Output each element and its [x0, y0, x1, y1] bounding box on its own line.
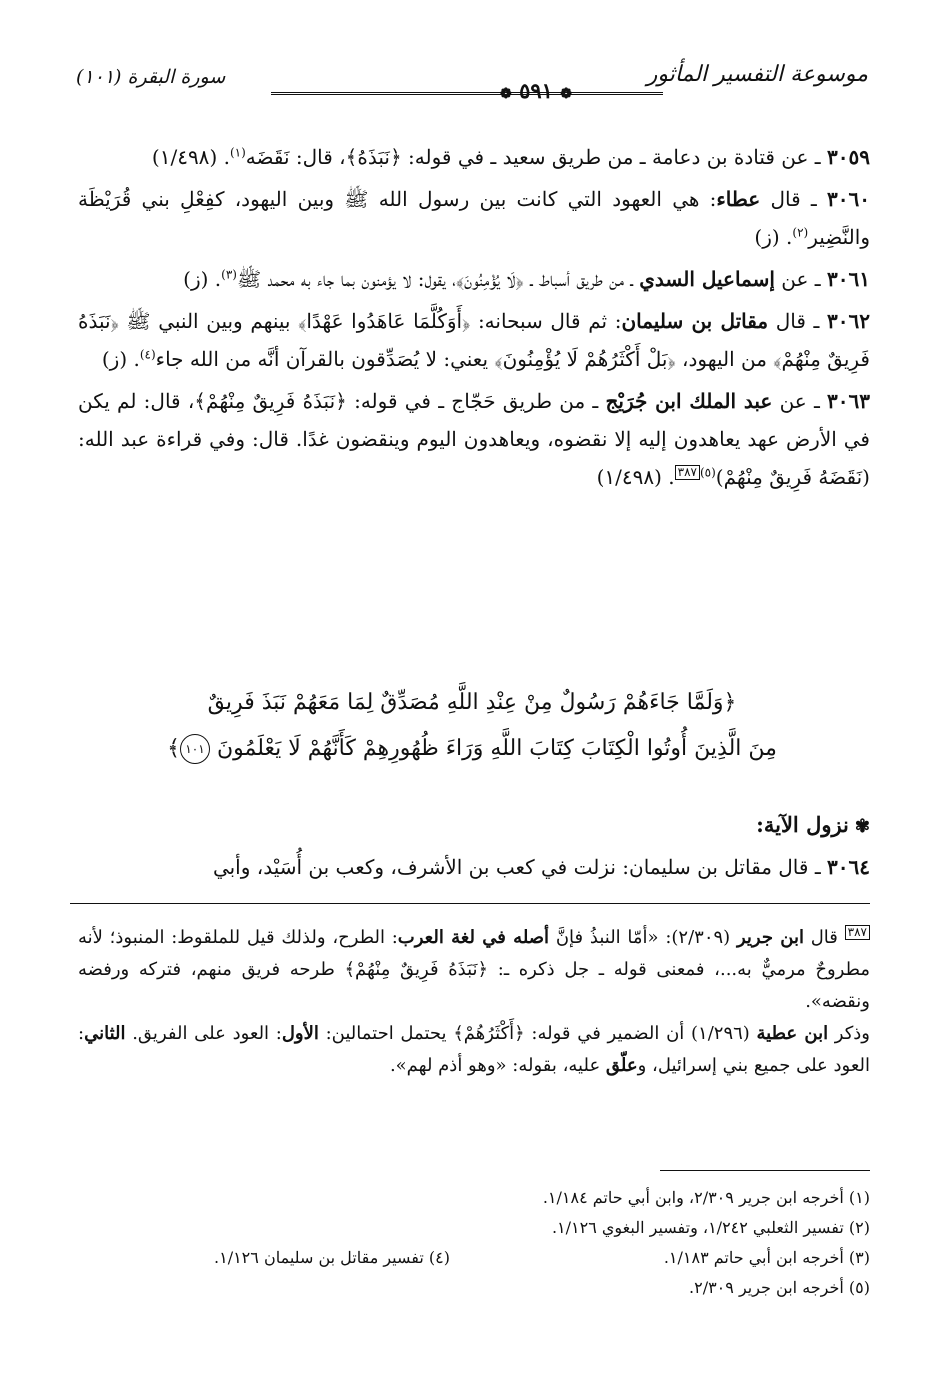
- commentary-text: وذكر: [828, 1023, 871, 1044]
- verse-line-1: ﴿وَلَمَّا جَاءَهُمْ رَسُولٌ مِنْ عِنْدِ اللَّهِ مُصَدِّقٌ لِمَا مَعَهُمْ نَبَذَ فَرِيقٌ: [207, 690, 737, 715]
- commentary-emphasis: علّق: [605, 1055, 638, 1076]
- flower-icon: ✾: [854, 816, 870, 837]
- narrator-name: عبد الملك ابن جُرَيْج: [605, 389, 773, 413]
- page-number: ٥٩١: [519, 78, 553, 103]
- footnote-row: [78, 1273, 870, 1303]
- narration-source: . (١/٤٩٨): [151, 145, 230, 169]
- commentary-text: : العود على الفريق.: [125, 1023, 282, 1044]
- footnote-3: (٣) أخرجه ابن أبي حاتم ١/١٨٣.: [663, 1248, 870, 1267]
- verse-line-2-wrap: [130, 726, 814, 772]
- ornament-icon: ❁: [560, 86, 572, 102]
- narration-number: ٣٠٦٠: [827, 187, 870, 211]
- narration-number: ٣٠٥٩: [827, 145, 870, 169]
- commentary-block: [78, 922, 870, 1082]
- narration-prefix: ـ قال: [760, 187, 828, 211]
- narration-number: ٣٠٦١: [827, 267, 870, 291]
- narration-text: : ثم قال سبحانه: ﴿أَوَكُلَّمَا عَاهَدُوا عَهْدًا﴾ بينهم وبين النبي ﷺ ﴿نَبَذَهُ فَرِيقٌ مِنْهُمْ﴾ من اليهود، ﴿بَلْ أَكْثَرُهُمْ لَا يُؤْمِنُونَ﴾ يعني: لا يُصَدِّقون بالقرآن أنَّه من الله جاء: [78, 309, 870, 371]
- commentary-text: : الطرح، ولذلك قيل للملقوط: المنبوذ؛ لأنه مطروحٌ مرميٌّ به...، فمعنى قوله ـ جل ذكره ـ: ﴿نَبَذَهُ فَرِيقٌ مِنْهُمْ﴾ طرحه فريق منهم، فتركه ورفضه ونقضه».: [78, 927, 870, 1012]
- footnote-5: (٥) أخرجه ابن جرير ٢/٣٠٩.: [689, 1278, 870, 1297]
- narration-prefix: ـ قال: [768, 309, 828, 333]
- quran-verse: [130, 680, 814, 772]
- verse-number-marker: ١٠١: [180, 734, 210, 764]
- scholar-name: ابن عطية: [756, 1023, 829, 1044]
- footnote-ref[interactable]: (٥): [699, 465, 716, 480]
- section-heading: [756, 812, 870, 837]
- footnote-1: (١) أخرجه ابن جرير ٢/٣٠٩، وابن أبي حاتم ١/١٨٤.: [542, 1188, 870, 1207]
- narration-source: . (١/٤٩٨): [596, 465, 675, 489]
- footnote-ref[interactable]: (٣): [221, 267, 237, 282]
- footnotes: [78, 1183, 870, 1303]
- section-title: نزول الآية:: [756, 812, 849, 837]
- narration-prefix: ـ عن: [774, 267, 828, 291]
- narration-number: ٣٠٦٤: [827, 855, 870, 879]
- commentary-emphasis: أصله في لغة العرب: [397, 927, 550, 948]
- narration-text: ـ عن قتادة بن دعامة ـ من طريق سعيد ـ في قوله: ﴿نَبَذَهُ﴾، قال: نَقَضَه: [245, 145, 828, 169]
- narration-prefix: ـ عن: [772, 389, 828, 413]
- commentary-text: (٢/٣٠٩): «أمّا النبذُ فإنَّ: [549, 927, 737, 948]
- footnote-row: [78, 1213, 870, 1243]
- narrator-name: إسماعيل السدي: [639, 267, 775, 291]
- narration-3061: [78, 260, 870, 298]
- narration-source: . (ز): [183, 267, 222, 291]
- commentary-emphasis: الأول: [281, 1023, 319, 1044]
- narration-text: : هي العهود التي كانت بين رسول الله ﷺ وبين اليهود، كفِعْلِ بني قُرَيْظَة والنَّضِير: [78, 187, 870, 249]
- narration-3064: [78, 848, 870, 886]
- commentary-ref-box: ٣٨٧: [845, 925, 870, 940]
- narration-text: ـ قال مقاتل بن سليمان: نزلت في كعب بن الأشرف، وكعب بن أُسَيْد، وأبي: [212, 855, 828, 879]
- book-title: موسوعة التفسير المأثور: [646, 62, 868, 87]
- commentary-paragraph-2: [78, 1018, 870, 1082]
- commentary-ref-box[interactable]: ٣٨٧: [675, 465, 700, 480]
- narration-3060: [78, 180, 870, 256]
- footnote-2: (٢) تفسير الثعلبي ١/٢٤٢، وتفسير البغوي ١/١٢٦.: [551, 1218, 870, 1237]
- narration-3062: [78, 302, 870, 378]
- narration-3063: [78, 382, 870, 496]
- narration-3059: [78, 138, 870, 176]
- narration-number: ٣٠٦٣: [827, 389, 870, 413]
- narrator-name: عطاء: [716, 187, 761, 211]
- narration-text: ـ من طريق أسباط ـ ﴿لَا يُؤْمِنُونَ﴾، يقول: لا يؤمنون بما جاء به محمد ﷺ: [236, 267, 640, 291]
- page-header: [76, 62, 868, 104]
- commentary-text: عليه، بقوله: «وهو أذم لهم».: [389, 1055, 606, 1076]
- commentary-paragraph-1: [78, 922, 870, 1018]
- verse-close-bracket: ﴾: [167, 736, 180, 761]
- narrator-name: مقاتل بن سليمان: [621, 309, 769, 333]
- ornament-icon: ❁: [500, 86, 512, 102]
- narration-source: . (ز): [754, 225, 793, 249]
- narrations: [78, 138, 870, 500]
- footnote-divider: [660, 1170, 870, 1171]
- verse-line-2: مِنَ الَّذِينَ أُوتُوا الْكِتَابَ كِتَابَ اللَّهِ وَرَاءَ ظُهُورِهِمْ كَأَنَّهُمْ لَا يَعْلَمُونَ: [216, 736, 777, 761]
- footnote-row: [78, 1183, 870, 1213]
- footnote-ref[interactable]: (٢): [792, 225, 809, 240]
- commentary-divider: [70, 903, 870, 904]
- commentary-text: : العود على جميع بني إسرائيل، و: [78, 1023, 870, 1076]
- surah-title: سورة البقرة (١٠١): [76, 66, 226, 88]
- commentary-text: قال: [803, 927, 845, 948]
- page-number-block: [481, 78, 591, 103]
- narration-text: ـ من طريق حَجّاج ـ في قوله: ﴿نَبَذَهُ فَرِيقٌ مِنْهُمْ﴾، قال: لم يكن في الأرض عهد يعاهدون إليه إلا نقضوه، ويعاهدون اليوم وينقضون غدًا. قال: وفي قراءة عبد الله: (نَقَضَهُ فَرِيقٌ مِنْهُمْ): [78, 389, 870, 489]
- scholar-name: ابن جرير: [736, 927, 804, 948]
- footnote-ref[interactable]: (٤): [139, 347, 156, 362]
- footnote-row: [78, 1243, 870, 1273]
- commentary-text: (١/٢٩٦) أن الضمير في قوله: ﴿أَكْثَرُهُمْ﴾ يحتمل احتمالين:: [318, 1023, 757, 1044]
- footnote-ref[interactable]: (١): [229, 145, 246, 160]
- footnote-4: (٤) تفسير مقاتل بن سليمان ١/١٢٦.: [214, 1248, 450, 1267]
- commentary-emphasis: الثاني: [84, 1023, 126, 1044]
- narration-source: . (ز): [101, 347, 140, 371]
- narration-number: ٣٠٦٢: [827, 309, 870, 333]
- header-rule-left: [271, 92, 471, 95]
